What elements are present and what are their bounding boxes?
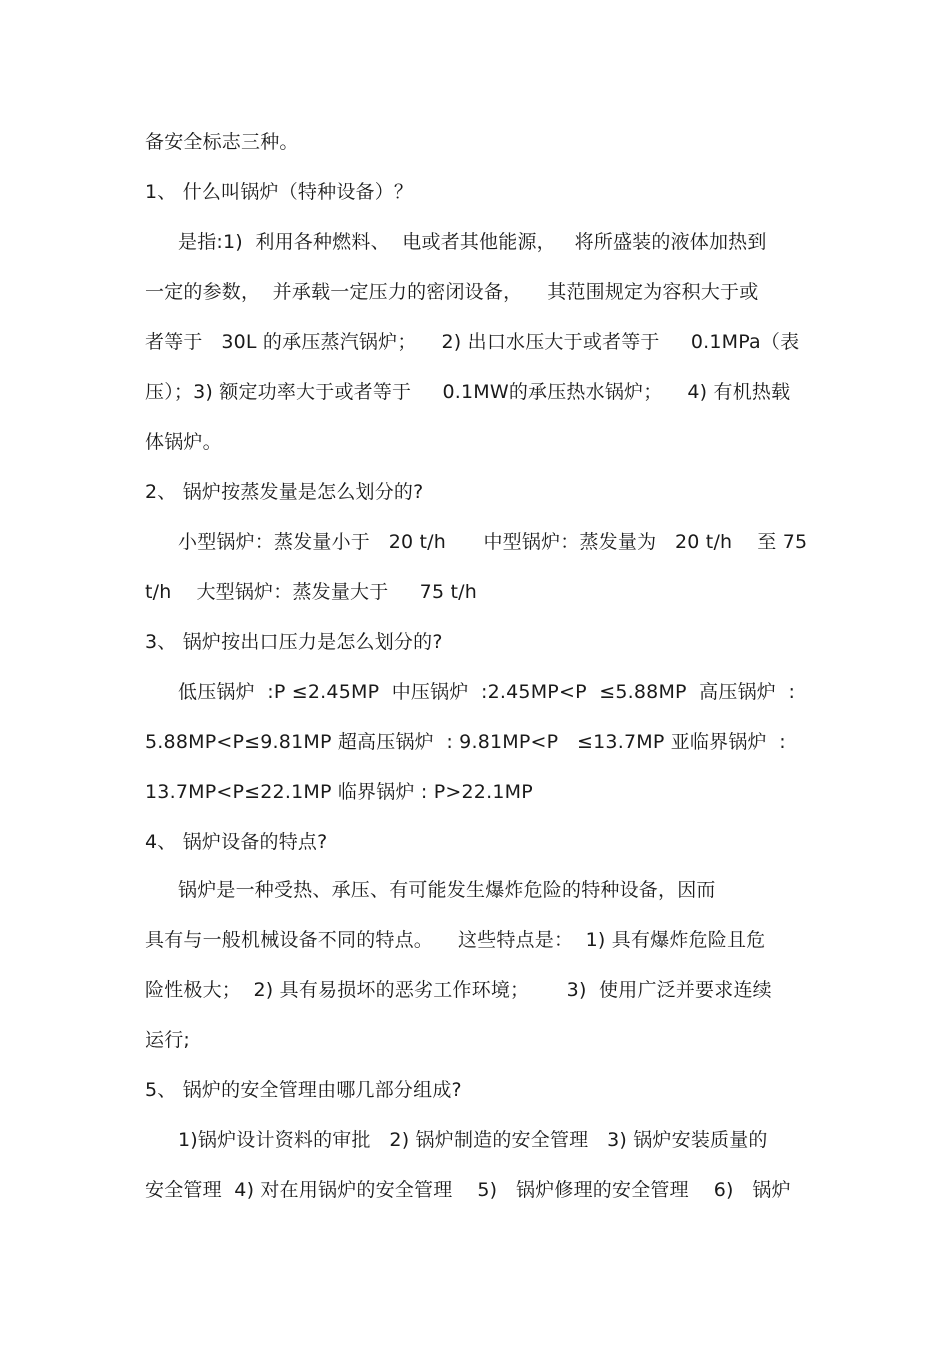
text-line: 是指:1) 利用各种燃料、 电或者其他能源， 将所盛装的液体加热到 <box>178 231 767 253</box>
text-line: 压）；3) 额定功率大于或者等于 0.1MW的承压热水锅炉； 4) 有机热载 <box>145 381 791 403</box>
question-heading-5: 5、 锅炉的安全管理由哪几部分组成? <box>145 1079 462 1101</box>
text-line: 锅炉是一种受热、承压、有可能发生爆炸危险的特种设备，因而 <box>178 879 716 901</box>
text-line: t/h 大型锅炉：蒸发量大于 75 t/h <box>145 581 477 603</box>
text-line: 13.7MP<P≤22.1MP 临界锅炉 : P>22.1MP <box>145 781 533 803</box>
text-line: 者等于 30L 的承压蒸汽锅炉； 2) 出口水压大于或者等于 0.1MPa（表 <box>145 331 800 353</box>
text-line: 备安全标志三种。 <box>145 131 299 153</box>
text-line: 安全管理 4) 对在用锅炉的安全管理 5) 锅炉修理的安全管理 6) 锅炉 <box>145 1179 791 1201</box>
question-heading-3: 3、 锅炉按出口压力是怎么划分的? <box>145 631 443 653</box>
text-line: 一定的参数， 并承载一定压力的密闭设备， 其范围规定为容积大于或 <box>145 281 759 303</box>
text-line: 体锅炉。 <box>145 431 222 453</box>
question-heading-4: 4、 锅炉设备的特点? <box>145 831 328 853</box>
text-line: 小型锅炉：蒸发量小于 20 t/h 中型锅炉：蒸发量为 20 t/h 至 75 <box>178 531 808 553</box>
text-line: 险性极大； 2) 具有易损坏的恶劣工作环境； 3) 使用广泛并要求连续 <box>145 979 772 1001</box>
text-line: 5.88MP<P≤9.81MP 超高压锅炉 : 9.81MP<P ≤13.7MP 亚临界锅炉 : <box>145 731 786 753</box>
question-heading-2: 2、 锅炉按蒸发量是怎么划分的? <box>145 481 424 503</box>
text-line: 具有与一般机械设备不同的特点。 这些特点是： 1) 具有爆炸危险且危 <box>145 929 766 951</box>
text-line: 运行; <box>145 1029 191 1051</box>
text-line: 1)锅炉设计资料的审批 2) 锅炉制造的安全管理 3) 锅炉安装质量的 <box>178 1129 768 1151</box>
text-line: 低压锅炉 :P ≤2.45MP 中压锅炉 :2.45MP<P ≤5.88MP 高压锅炉 : <box>178 681 796 703</box>
question-heading-1: 1、 什么叫锅炉（特种设备）？ <box>145 181 414 203</box>
